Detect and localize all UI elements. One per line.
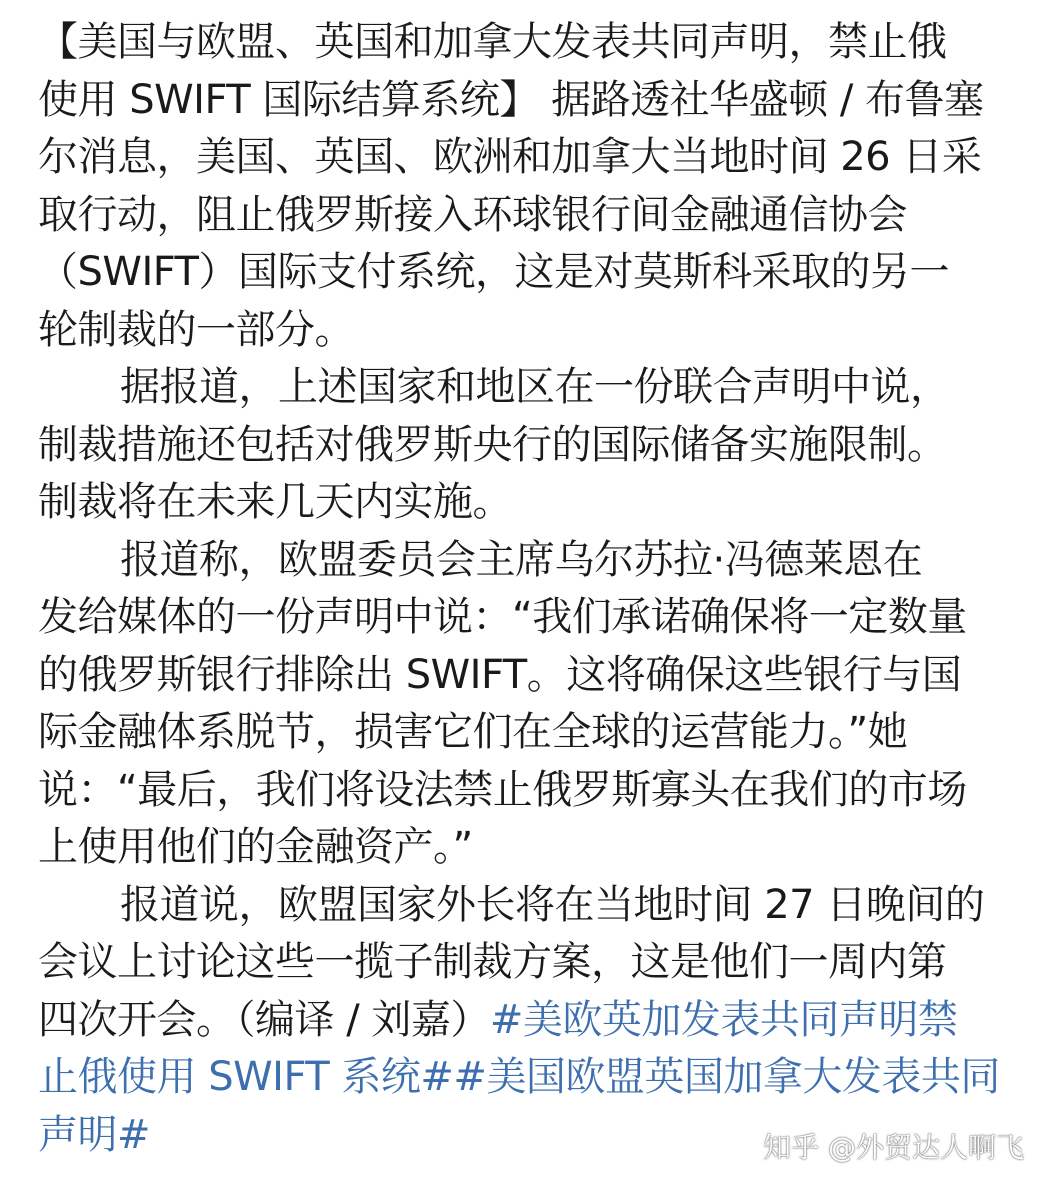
post-line: 据报道，上述国家和地区在一份联合声明中说， bbox=[120, 364, 950, 410]
post-line: （SWIFT）国际支付系统，这是对莫斯科采取的另一 bbox=[38, 249, 949, 295]
post-line: 上使用他们的金融资产。” bbox=[38, 824, 473, 870]
post-body bbox=[38, 14, 1023, 1164]
post-line: 报道说，欧盟国家外长将在当地时间 27 日晚间的 bbox=[120, 881, 985, 928]
post-line: 报道称，欧盟委员会主席乌尔苏拉·冯德莱恩在 bbox=[120, 536, 923, 583]
hashtag-link[interactable]: 声明# bbox=[38, 1111, 151, 1158]
post-line: 尔消息，美国、英国、欧洲和加拿大当地时间 26 日采 bbox=[38, 134, 982, 180]
post-line-with-hashtag bbox=[38, 1049, 1023, 1107]
post-line: 发给媒体的一份声明中说：“我们承诺确保将一定数量 bbox=[38, 594, 967, 640]
post-line: 说：“最后，我们将设法禁止俄罗斯寡头在我们的市场 bbox=[38, 766, 967, 813]
hashtag-link[interactable]: #美欧英加发表共同声明禁 bbox=[489, 996, 958, 1043]
post-line: 【美国与欧盟、英国和加拿大发表共同声明，禁止俄 bbox=[38, 19, 947, 65]
hashtag-link[interactable]: #美国欧盟英国加拿大发表共同 bbox=[453, 1054, 1000, 1100]
post-line: 制裁措施还包括对俄罗斯央行的国际储备实施限制。 bbox=[38, 421, 947, 468]
hashtag-link[interactable]: 止俄使用 SWIFT 系统# bbox=[38, 1054, 454, 1100]
post-line: 会议上讨论这些一揽子制裁方案，这是他们一周内第 bbox=[38, 939, 947, 985]
post-line: 际金融体系脱节，损害它们在全球的运营能力。”她 bbox=[38, 709, 908, 755]
watermark-text: 知乎 @外贸达人啊飞 bbox=[763, 1131, 1024, 1164]
watermark bbox=[763, 1126, 1024, 1166]
post-line: 制裁将在未来几天内实施。 bbox=[38, 479, 512, 525]
post-line-text: 四次开会。（编译 / 刘嘉） bbox=[38, 996, 490, 1043]
post-line-with-hashtag bbox=[38, 992, 1023, 1050]
post-line: 的俄罗斯银行排除出 SWIFT。这将确保这些银行与国 bbox=[38, 651, 962, 698]
post-line: 轮制裁的一部分。 bbox=[38, 306, 354, 353]
post-line: 取行动，阻止俄罗斯接入环球银行间金融通信协会 bbox=[38, 191, 907, 238]
post-line: 使用 SWIFT 国际结算系统】 据路透社华盛顿 / 布鲁塞 bbox=[38, 76, 984, 123]
